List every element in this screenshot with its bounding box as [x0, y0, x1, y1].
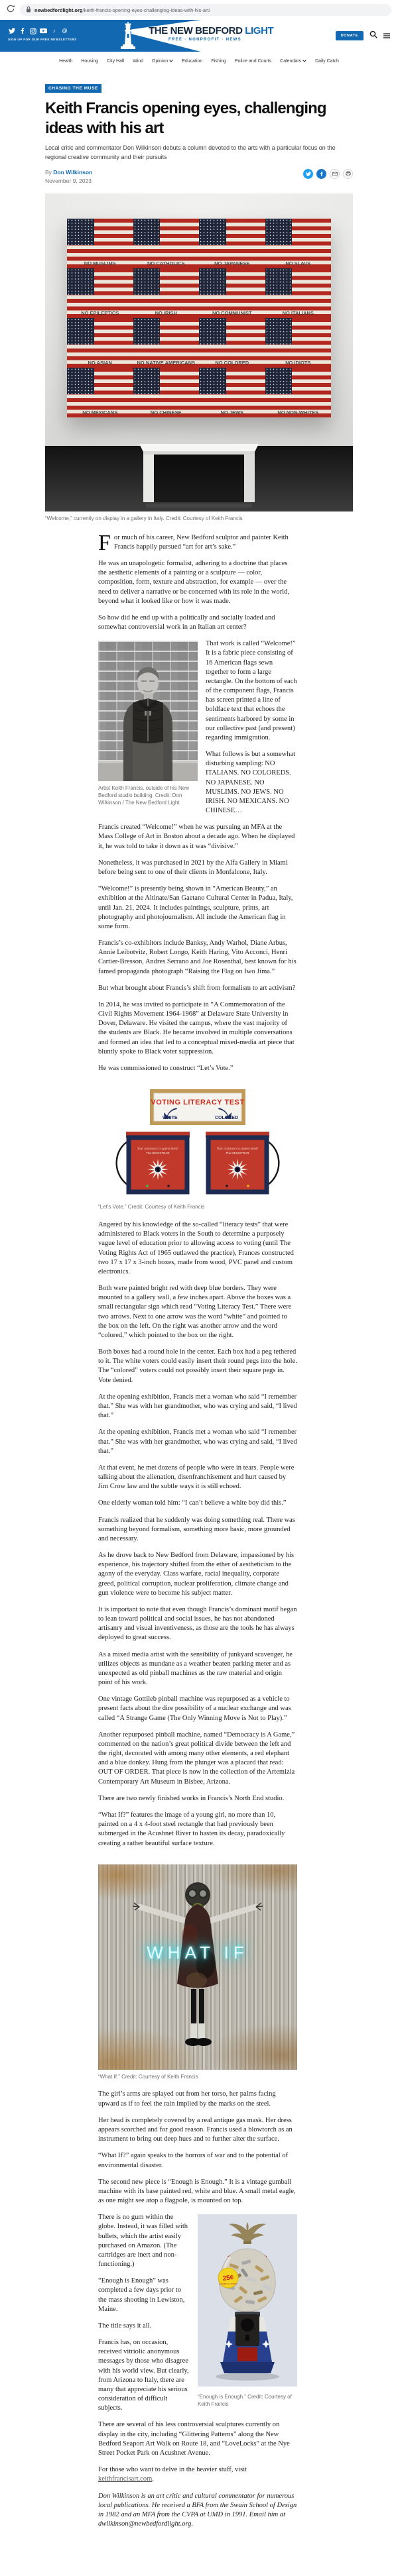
- flag-tile: NO EPILEPTICS: [67, 268, 133, 318]
- article-subtitle: Local critic and commentator Don Wilkinson debuts a column devoted to the arts with a particular focus on the regional creative community and their pursuits: [45, 144, 336, 160]
- gumball-figure: [198, 2214, 297, 2408]
- paragraph: In 2014, he was invited to participate in “A Commemoration of the Civil Rights Movement 1964-1968” at Delaware State University in Dover, Delaware. He visited the campus, where the vast majority of the students are Black. He became involved in multiple conversations and formed an idea that led to a conceptual mixed-media art piece that bluntly spoke to Black voter suppression.: [98, 1000, 295, 1055]
- paragraph: Both were painted bright red with deep blue borders. They were mounted to a gallery wall, a few inches apart. Above the boxes was a small rectangular sign which read “Voting Literacy Test.” There were two arrows. Next to one arrow was the word “white” and pointed to the box on the left. On the right was another arrow and the word “colored,” which pointed to the box on the right.: [98, 1285, 292, 1339]
- site-header: [0, 20, 398, 52]
- flag-tile: NO IDIOTS: [265, 318, 332, 368]
- share-icons: [303, 169, 353, 179]
- paragraph: There are two newly finished works in Francis’s North End studio.: [98, 1794, 285, 1802]
- share-print-icon[interactable]: [343, 169, 353, 179]
- lighthouse-logo-icon: [119, 22, 137, 52]
- flag-tile: NO MUSLIMS: [67, 219, 133, 268]
- hero-caption: “Welcome,” currently on display in a gallery in Italy. Credit: Courtesy of Keith Francis: [45, 515, 243, 521]
- hero-figure: [45, 193, 353, 523]
- article-body: [98, 530, 297, 2537]
- donate-button[interactable]: DONATE: [336, 31, 364, 40]
- category-badge[interactable]: CHASING THE MUSE: [45, 84, 101, 93]
- nav-item-health[interactable]: Health: [59, 58, 73, 64]
- article-header: [45, 81, 353, 184]
- portrait-figure: [98, 641, 198, 806]
- search-icon[interactable]: [369, 30, 377, 42]
- letsvote-caption: “Let’s Vote.” Credit: Courtesy of Keith Francis: [98, 1204, 205, 1210]
- flag-tile: NO COLORED: [199, 318, 265, 368]
- flag-tile: NO CATHOLICS: [133, 219, 200, 268]
- nav-item-opinion[interactable]: Opinion: [152, 59, 173, 64]
- paragraph: He was commissioned to construct “Let’s Vote.”: [98, 1064, 233, 1072]
- share-twitter-icon[interactable]: [303, 169, 313, 179]
- paragraph: At the opening exhibition, Francis met a woman who said “I remember that.” She was with her grandmother, who was crying and said, “I lived that.”: [98, 1393, 297, 1420]
- instagram-icon[interactable]: [29, 27, 36, 34]
- svg-text:The REGISTRAR: The REGISTRAR: [226, 1152, 249, 1155]
- flag-tile: NO ASIAN: [67, 318, 133, 368]
- flag-tile: NO IRISH: [133, 268, 200, 318]
- reload-icon[interactable]: [7, 4, 15, 16]
- nav-item-daily-catch[interactable]: Daily Catch: [315, 58, 339, 64]
- svg-text:WHERE ALLOWED: WHERE ALLOWED: [219, 2282, 237, 2286]
- url-domain: newbedfordlight.org: [34, 7, 83, 13]
- paragraph: Angered by his knowledge of the so-called “literacy tests” that were administered to Black voters in the South to determine a purposely vague level of education prior to allowing access to voting (until The Voting Rights Act of 1965 outlawed the practice), Frances constructed two 17 x 17 x 3-inch boxes, made from wood, PVC panel and custom electronics.: [98, 1221, 294, 1275]
- whatif-caption: “What If.” Credit: Courtesy of Keith Francis: [98, 2073, 198, 2080]
- paragraph: But what brought about Francis’s shift from formalism to art activism?: [98, 984, 296, 992]
- nav-item-calendars[interactable]: Calendars: [280, 59, 306, 64]
- paragraph: Her head is completely covered by a real antique gas mask. Her dress appears scorched and for good reason. Francis used a blowtorch as an instrument to bring out deep hues and to further alter the surface.: [98, 2116, 293, 2143]
- nav-item-city-hall[interactable]: City Hall: [107, 58, 125, 64]
- nav-item-police-courts[interactable]: Police and Courts: [234, 58, 272, 64]
- flag-tile: NO ITALIANS: [265, 268, 332, 318]
- paragraph: The girl’s arms are splayed out from her torso, her palms facing upward as if to feel the rain implied by the marks on the steel.: [98, 2090, 276, 2108]
- lets-vote-artwork-image: [98, 1089, 297, 1200]
- facebook-icon[interactable]: [19, 27, 26, 34]
- paragraph: Francis has, on occasion, received vitriolic anonymous messages by those who disagree with his world view. But clearly, from Arizona to Italy, there are many that appreciate his serious consideration of difficult subjects.: [98, 2339, 189, 2412]
- paragraph: Another repurposed pinball machine, named “Democracy is A Game,” commented on the nation’s great political divide between the left and the right, decorated with among many other elements, a red elephant and a blue donkey. Hung from the plunger was a placard that read: OUT OF ORDER. That piece is now in the collection of the Artemizia Contemporary Art Museum in Bisbee, Arizona.: [98, 1731, 295, 1786]
- drop-cap: F: [98, 530, 111, 555]
- welcome-artwork-image: [45, 193, 353, 511]
- artist-website-link[interactable]: keithfrancisart.com: [98, 2475, 153, 2483]
- byline: By Don Wilkinson: [45, 168, 93, 176]
- paragraph: “Welcome!” is presently being shown in “American Beauty,” an exhibition at the Altinate/San Gaetano Cultural Center in Padua, Italy, until Jan. 21, 2024. It includes paintings, sculpture, prints, art photography and photojournalism. All include the American flag in some form.: [98, 885, 293, 930]
- paragraph: There are several of his less controversial sculptures currently on display in the city, including “Glittering Patterns” along the New Bedford Seaport Art Walk on Route 18, and “LoveLocks” at the Nye Street Pocket Park on Acushnet Avenue.: [98, 2421, 290, 2457]
- padlock-icon: [26, 6, 31, 14]
- sign-colored-label: COLORED: [215, 1116, 238, 1121]
- page-title: Keith Francis opening eyes, challenging ideas with his art: [45, 99, 326, 137]
- flag-tile: NO COMMUNIST: [199, 268, 265, 318]
- site-logo[interactable]: [149, 25, 274, 42]
- flag-tile: NO CHINESE: [133, 368, 200, 417]
- nav-item-education[interactable]: Education: [182, 58, 203, 64]
- flag-tile: NO JAPANESE: [199, 219, 265, 268]
- bottom-whitespace: [0, 2536, 398, 2576]
- tiktok-icon[interactable]: ♪: [52, 28, 56, 34]
- flag-tile: NO SLAVS: [265, 219, 332, 268]
- flag-tile: NO JEWS: [199, 368, 265, 417]
- paragraph: That work is called “Welcome!” It is a fabric piece consisting of 16 American flags sewn together to form a large rectangle. On the bottom of each of the component flags, Francis has screen printed a line of boldface text that echoes the sentiments harbored by some in our collective past (and present) regarding immigration.: [206, 640, 297, 741]
- nav-item-housing[interactable]: Housing: [81, 58, 99, 64]
- url-bar[interactable]: [20, 4, 391, 16]
- publish-date: November 9, 2023: [45, 177, 92, 184]
- what-if-neon-text: WHAT IF: [147, 1942, 249, 1962]
- paragraph: For much of his career, New Bedford sculptor and painter Keith Francis happily pursued “art for art’s sake.”: [98, 530, 289, 555]
- main-nav: [0, 52, 398, 70]
- paragraph: Both boxes had a round hole in the center. Each box had a peg tethered to it. The white voters could easily insert their round pegs into the hole. The “colored” voters could not possibly insert their square pegs in. Vote denied.: [98, 1348, 297, 1384]
- svg-text:The REGISTRAR: The REGISTRAR: [146, 1152, 170, 1155]
- what-if-artwork-image: [98, 1864, 297, 2070]
- author-link[interactable]: Don Wilkinson: [53, 168, 93, 176]
- paragraph: Francis created “Welcome!” when he was pursuing an MFA at the Mass College of Art in Boston about a decade ago. When he displayed it, he was told to take it down as it was “divisive.”: [98, 824, 295, 850]
- paragraph: The second new piece is “Enough is Enough.” It is a vintage gumball machine with its base painted red, white and blue. A small metal eagle, as one might see atop a flagpole, is mounted on top.: [98, 2178, 296, 2205]
- paragraph: Nonetheless, it was purchased in 2021 by the Alfa Gallery in Miami before being sent to one of their clients in Monfalcone, Italy.: [98, 859, 288, 876]
- nav-item-fishing[interactable]: Fishing: [211, 58, 226, 64]
- sign-title: VOTING LITERACY TEST: [151, 1099, 245, 1107]
- flag-tile: NO NON-WHITES: [265, 368, 332, 417]
- url-path: /keith-francis-opening-eyes-challenging-ideas-with-his-art/: [82, 7, 210, 13]
- svg-text:Your assistance is appreciated: Your assistance is appreciated!: [137, 1148, 179, 1152]
- menu-icon[interactable]: [383, 32, 390, 39]
- keith-francis-portrait-image: [98, 641, 198, 781]
- flag-tile: NO MEXICANS: [67, 368, 133, 417]
- paragraph: The title says it all.: [98, 2322, 152, 2330]
- whatif-figure: [98, 1864, 297, 2081]
- paragraph: So how did he end up with a politically and socially loaded and somewhat controversial work in an Italian art center?: [98, 614, 275, 631]
- author-bio: Don Wilkinson is an art critic and cultural commentator for numerous local publications. He received a BFA from the Swain School of Design in 1982 and an MFA from the CVPA at UMD in 1991. Email him at dwilkinson@newbedfordlight.org.: [98, 2492, 297, 2528]
- paragraph: “Enough is Enough” was completed a few days prior to the mass shooting in Lewiston, Maine.: [98, 2277, 185, 2313]
- share-email-icon[interactable]: [330, 169, 340, 179]
- portrait-caption: Artist Keith Francis, outside of his New Bedford studio building. Credit: Don Wilkinson / The New Bedford Light: [98, 785, 189, 806]
- paragraph: Francis’s co-exhibitors include Banksy, Andy Warhol, Diane Arbus, Annie Leibotvitz, Robert Longo, Keith Haring, Vito Acconci, Henri Cartier-Bresson, Andres Serrano and Joe Rosenthal, best known for his famed propaganda photograph “Raising the Flag on Iwo Jima.”: [98, 939, 297, 975]
- share-facebook-icon[interactable]: [316, 169, 326, 179]
- twitter-icon[interactable]: [8, 27, 15, 34]
- flag-tile: NO NATIVE AMERICANS: [133, 318, 200, 368]
- social-block: [8, 27, 77, 41]
- flag-grid: [67, 219, 331, 417]
- paragraph: As he drove back to New Bedford from Delaware, impassioned by his experience, his trajectory shifted from the ether of aestheticism to the agony of the everyday. Class warfare, racial inequality, corporate greed, political corruption, nuclear proliferation, climate change and gun violence were to become his subject matter.: [98, 1552, 295, 1597]
- paragraph: It is important to note that even though Francis’s dominant motif began to lean toward political and social issues, he has not abandoned artisanry and visual inventiveness, as those are the tools he has always deployed to great success.: [98, 1605, 297, 1642]
- svg-text:Your assistance is appreciated: Your assistance is appreciated!: [216, 1148, 259, 1152]
- sign-white-label: WHITE: [163, 1116, 178, 1121]
- threads-icon[interactable]: @: [62, 28, 68, 34]
- author-email: dwilkinson@newbedfordlight.org: [98, 2520, 192, 2528]
- paragraph: As a mixed media artist with the sensibility of junkyard scavenger, he utilizes objects as mundane as a weather beaten parking meter and as unexpected as old pinball machines as the raw material and origin point of his work.: [98, 1650, 293, 1687]
- paragraph: One vintage Gottileb pinball machine was repurposed as a vehicle to present facts about the dire possibility of a nuclear exchange and was called “A Strange Game (The Only Winning Move is Not to Play).”: [98, 1695, 291, 1722]
- paragraph: There is no gum within the globe. Instead, it was filled with bullets, which the artist easily purchased on Amazon. (The cartridges are inert and non-functioning.): [98, 2214, 188, 2269]
- youtube-icon[interactable]: [40, 27, 47, 34]
- letsvote-figure: [98, 1089, 297, 1211]
- paragraph: At the opening exhibition, Francis met a woman who said “I remember that.” She was with her grandmother, who was crying and said, “I lived that.”: [98, 1428, 297, 1455]
- logo-text-light: LIGHT: [245, 25, 274, 36]
- paragraph-closing: For those who want to delve in the heavier stuff, visit keithfrancisart.com.: [98, 2466, 247, 2483]
- logo-text-main: THE NEW BEDFORD: [149, 25, 243, 36]
- paragraph: At that event, he met dozens of people who were in tears. People were talking about the alienation, disenfranchisement and hurt caused by Jim Crow law and the subtle ways it is still echoed.: [98, 1464, 295, 1491]
- paragraph: Francis realized that he suddenly was doing something real. There was something beyond formalism, something more basic, more grounded and necessary.: [98, 1516, 295, 1542]
- paragraph: “What If?” again speaks to the horrors of war and to the potential of environmental disaster.: [98, 2152, 289, 2169]
- paragraph: “What If?” features the image of a young girl, no more than 10, painted on a 4 x 4-foot steel rectangle that had previously been submerged in the Acushnet River to hasten its decay, paradoxically creating a rather beautiful surface texture.: [98, 1811, 285, 1847]
- chevron-down-icon: [302, 60, 306, 62]
- nav-item-wind[interactable]: Wind: [133, 58, 144, 64]
- paragraph: One elderly woman told him: “I can’t believe a white boy did this.”: [98, 1499, 287, 1507]
- enough-is-enough-artwork-image: [198, 2214, 297, 2390]
- logo-tagline: FREE · NONPROFIT · NEWS: [168, 38, 241, 42]
- gumball-caption: “Enough is Enough.” Credit: Courtesy of Keith Francis: [198, 2394, 292, 2408]
- newsletter-signup-link[interactable]: SIGN UP FOR OUR FREE NEWSLETTERS: [8, 38, 77, 41]
- paragraph: He was an unapologetic formalist, adhering to a doctrine that places the aesthetic elements of a painting or a sculpture — color, composition, form, texture and abstraction, for example — over the need to deliver a narrative or be concerned with its role in the world, beyond what it looked like or how it was made.: [98, 560, 290, 605]
- price-sticker: 25¢: [222, 2274, 235, 2283]
- paragraph: What follows is but a somewhat disturbing sampling: NO ITALIANS. NO COLOREDS. NO JAPANESE. NO MUSLIMS. NO JEWS. NO IRISH. NO MEXICANS. NO CHINESE…: [206, 751, 296, 815]
- browser-bar: [0, 0, 398, 20]
- gallery-bench: [139, 443, 259, 511]
- chevron-down-icon: [169, 60, 173, 62]
